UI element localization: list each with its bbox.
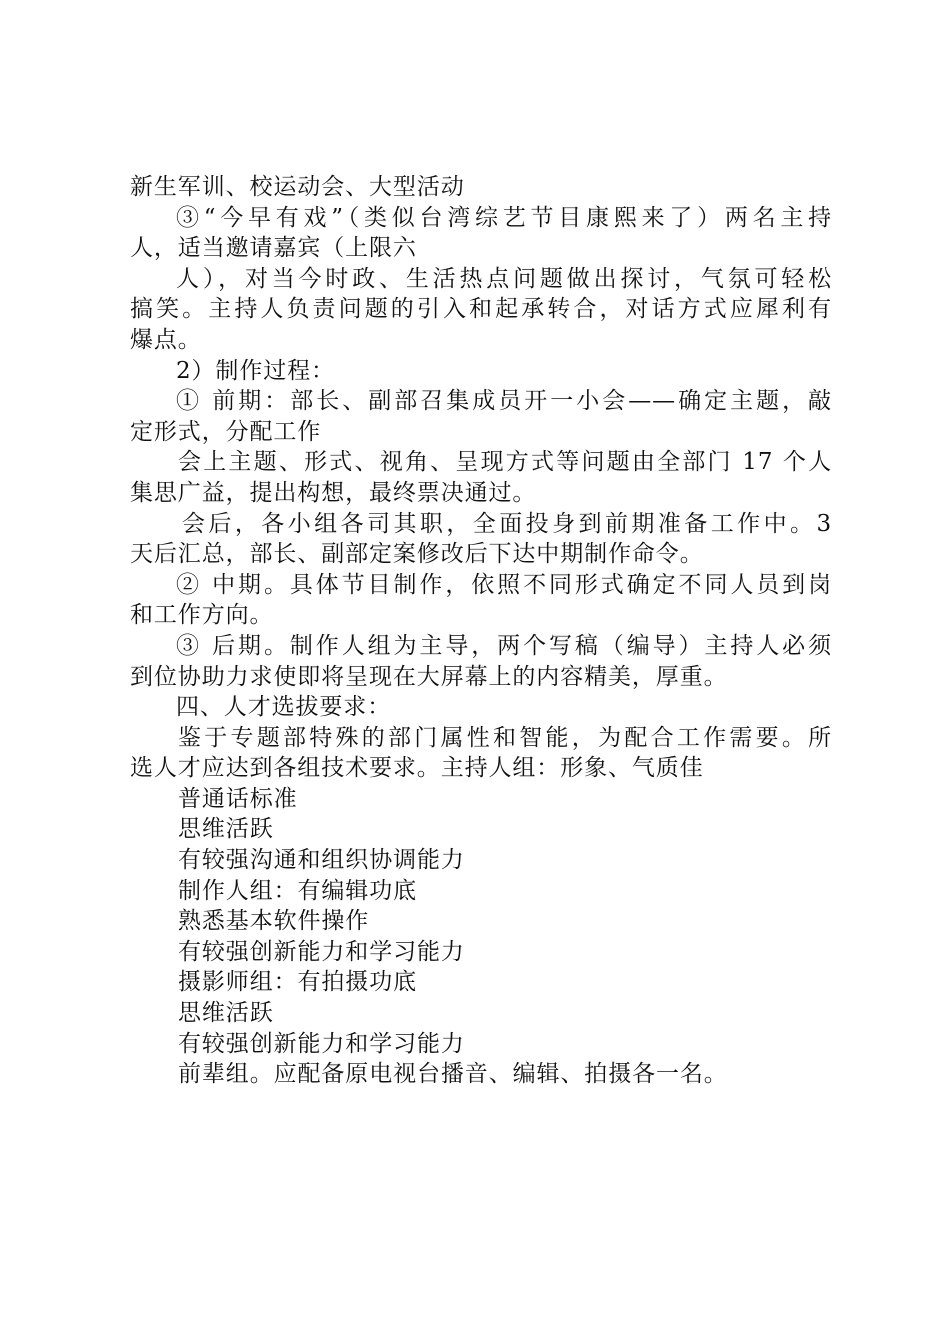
- text-line: ③“今早有戏”（类似台湾综艺节目康熙来了）两名主持: [176, 204, 832, 231]
- section-heading: 四、人才选拔要求：: [176, 694, 392, 721]
- text-line: 会后，各小组各司其职，全面投身到前期准备工作中。3: [182, 510, 832, 537]
- text-line: 和工作方向。: [130, 602, 274, 629]
- text-line: 熟悉基本软件操作: [178, 908, 370, 935]
- text-line: ① 前期：部长、副部召集成员开一小会——确定主题，敲: [176, 388, 832, 415]
- text-line: 人），对当今时政、生活热点问题做出探讨，气氛可轻松: [176, 265, 832, 292]
- text-line: 制作人组：有编辑功底: [178, 877, 417, 904]
- text-line: 定形式，分配工作: [130, 418, 322, 445]
- text-line: 前辈组。应配备原电视台播音、编辑、拍摄各一名。: [178, 1061, 728, 1088]
- text-line: 有较强创新能力和学习能力: [178, 1030, 465, 1057]
- text-line: 思维活跃: [178, 816, 274, 843]
- text-line: 天后汇总，部长、副部定案修改后下达中期制作命令。: [130, 541, 704, 568]
- text-line: 有较强创新能力和学习能力: [178, 938, 465, 965]
- text-line: 爆点。: [130, 326, 202, 353]
- text-line: 新生军训、校运动会、大型活动: [130, 174, 465, 200]
- text-line: 摄影师组：有拍摄功底: [178, 969, 417, 996]
- text-line: ② 中期。具体节目制作，依照不同形式确定不同人员到岗: [176, 571, 832, 598]
- text-line: ③ 后期。制作人组为主导，两个写稿（编导）主持人必须: [176, 632, 832, 659]
- text-line: 2）制作过程：: [176, 357, 335, 384]
- text-line: 思维活跃: [178, 1000, 274, 1027]
- document-body: [130, 172, 832, 1090]
- text-line: 普通话标准: [178, 785, 298, 812]
- text-line: 鉴于专题部特殊的部门属性和智能，为配合工作需要。所: [178, 724, 832, 751]
- text-line: 会上主题、形式、视角、呈现方式等问题由全部门 17 个人: [178, 449, 832, 476]
- text-line: 集思广益，提出构想，最终票决通过。: [130, 479, 537, 506]
- text-line: 搞笑。主持人负责问题的引入和起承转合，对话方式应犀利有: [130, 296, 832, 323]
- text-line: 到位协助力求使即将呈现在大屏幕上的内容精美，厚重。: [130, 663, 728, 690]
- text-line: 人，适当邀请嘉宾（上限六: [130, 235, 417, 262]
- text-line: 选人才应达到各组技术要求。主持人组：形象、气质佳: [130, 755, 704, 782]
- text-line: 有较强沟通和组织协调能力: [178, 847, 465, 874]
